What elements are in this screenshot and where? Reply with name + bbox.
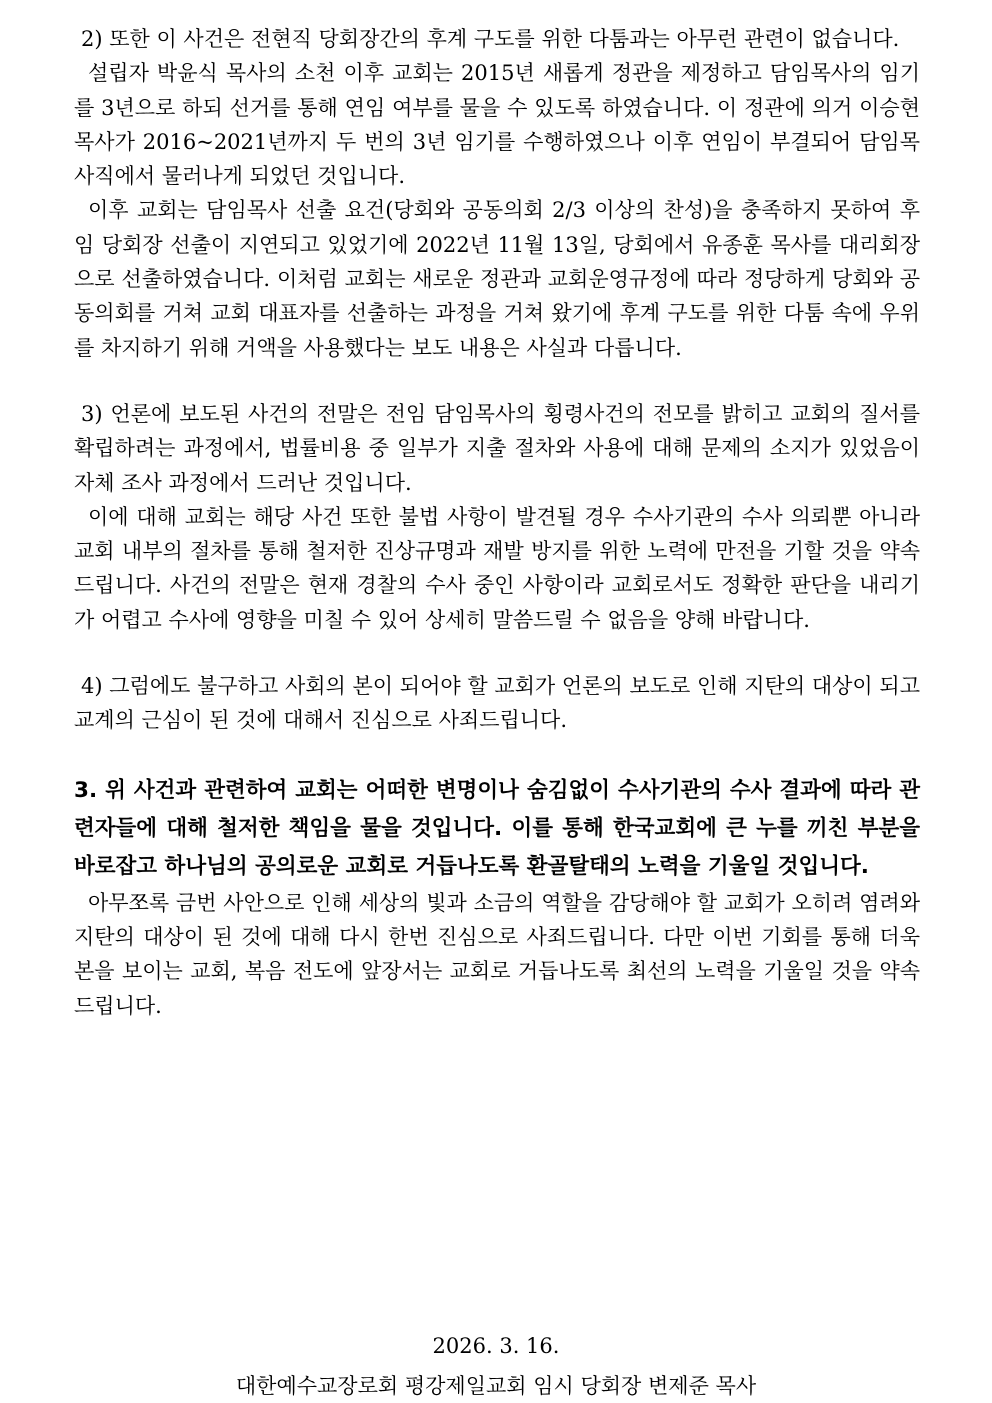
section-3-paragraph-1: 이에 대해 교회는 해당 사건 또한 불법 사항이 발견될 경우 수사기관의 수사 의뢰뿐 아니라 교회 내부의 절차를 통해 철저한 진상규명과 재발 방지를 위한 노력에 만전을 기할 것을 약속드립니다. 사건의 전말은 현재 경찰의 수사 중인 사항이라 교회로서도 정확한 판단을 내리기가 어렵고 수사에 영향을 미칠 수 있어 상세히 말씀드릴 수 없음을 양해 바랍니다. (74, 504, 920, 632)
signature-date: 2026. 3. 16. (432, 1334, 560, 1358)
spacer (74, 738, 920, 772)
section-3-intro: 3) 언론에 보도된 사건의 전말은 전임 담임목사의 횡령사건의 전모를 밝히고 교회의 질서를 확립하려는 과정에서, 법률비용 중 일부가 지출 절차와 사용에 대해 문제의 소지가 있었음이 자체 조사 과정에서 드러난 것입니다. (74, 401, 920, 495)
spacer (74, 365, 920, 397)
section-2-intro: 2) 또한 이 사건은 전현직 당회장간의 후계 구도를 위한 다툼과는 아무런 관련이 없습니다. (81, 27, 900, 51)
document-body (74, 22, 920, 1023)
point-3-heading: 3. 위 사건과 관련하여 교회는 어떠한 변명이나 숨김없이 수사기관의 수사 결과에 따라 관련자들에 대해 철저한 책임을 물을 것입니다. 이를 통해 한국교회에 큰 누를 끼친 부분을 바로잡고 하나님의 공의로운 교회로 거듭나도록 환골탈태의 노력을 기울일 것입니다. (74, 777, 920, 879)
point-3-paragraph: 아무쪼록 금번 사안으로 인해 세상의 빛과 소금의 역할을 감당해야 할 교회가 오히려 염려와 지탄의 대상이 된 것에 대해 다시 한번 진심으로 사죄드립니다. 다만 이번 기회를 통해 더욱 본을 보이는 교회, 복음 전도에 앞장서는 교회로 거듭나도록 최선의 노력을 기울일 것을 약속드립니다. (74, 890, 920, 1018)
spacer (74, 637, 920, 669)
signature-signer: 대한예수교장로회 평강제일교회 임시 당회장 변제준 목사 (235, 1374, 757, 1398)
section-4-intro: 4) 그럼에도 불구하고 사회의 본이 되어야 할 교회가 언론의 보도로 인해 지탄의 대상이 되고 교계의 근심이 된 것에 대해서 진심으로 사죄드립니다. (74, 674, 920, 733)
section-2-paragraph-2: 이후 교회는 담임목사 선출 요건(당회와 공동의회 2/3 이상의 찬성)을 충족하지 못하여 후임 당회장 선출이 지연되고 있었기에 2022년 11월 13일, 당회에서 유종훈 목사를 대리회장으로 선출하였습니다. 이처럼 교회는 새로운 정관과 교회운영규정에 따라 정당하게 당회와 공동의회를 거쳐 교회 대표자를 선출하는 과정을 거쳐 왔기에 후계 구도를 위한 다툼 속에 우위를 차지하기 위해 거액을 사용했다는 보도 내용은 사실과 다릅니다. (74, 198, 920, 360)
section-2-paragraph-1: 설립자 박윤식 목사의 소천 이후 교회는 2015년 새롭게 정관을 제정하고 담임목사의 임기를 3년으로 하되 선거를 통해 연임 여부를 물을 수 있도록 하였습니다. 이 정관에 의거 이승현 목사가 2016~2021년까지 두 번의 3년 임기를 수행하였으나 이후 연임이 부결되어 담임목사직에서 물러나게 되었던 것입니다. (74, 61, 920, 189)
